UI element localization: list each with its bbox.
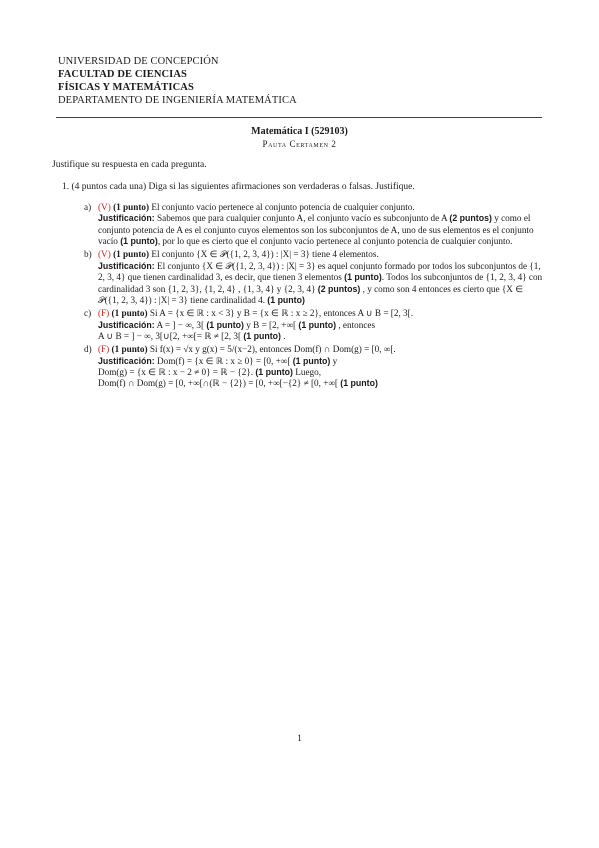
points-label: (1 punto) <box>113 249 150 260</box>
points-label: (1 punto) <box>120 236 158 247</box>
statement-text: El conjunto vacío pertenece al conjunto potencia de cualquier conjunto. <box>151 202 415 212</box>
points-label: (1 punto) <box>206 319 244 330</box>
page-number: 1 <box>297 734 302 744</box>
points-label: (1 punto) <box>255 367 293 378</box>
points-label: (1 punto) <box>111 308 148 319</box>
item-label: c) <box>84 308 92 319</box>
justification-label: Justificación: <box>98 355 155 366</box>
justification <box>98 356 544 367</box>
item-d <box>84 344 544 390</box>
justification-text: Sabemos que para cualquier conjunto A, el conjunto vacío es subconjunto de A <box>157 213 448 224</box>
justification <box>98 213 544 247</box>
justification-text: Dom(f) ∩ Dom(g) = [0, +∞[∩(ℝ − {2}) = [0, +∞[−{2} ≠ [0, +∞[ <box>98 378 338 389</box>
justification-text: , entonces <box>338 319 376 330</box>
justification-text: Luego, <box>295 367 322 378</box>
points-label: (2 puntos) <box>317 283 361 294</box>
statement-text: Si f(x) = √x y g(x) = 5/(x−2), entonces Dom(f) ∩ Dom(g) = [0, ∞[. <box>149 344 396 355</box>
verdict-mark: (V) <box>98 249 111 260</box>
points-label: (1 punto) <box>292 355 331 366</box>
question-1-items <box>84 202 544 392</box>
item-statement-line <box>98 344 544 355</box>
justification-line-3 <box>98 378 544 389</box>
faculty-name-line1: FACULTAD DE CIENCIAS <box>58 69 187 80</box>
justification-text: . <box>283 331 286 342</box>
item-label: d) <box>84 344 92 355</box>
justification-line-2 <box>98 331 544 342</box>
verdict-mark: (F) <box>98 308 110 319</box>
question-1: 1. (4 puntos cada una) Diga si las siguientes afirmaciones son verdaderas o falsas. Justifique. <box>62 182 415 192</box>
justification-text: A ∪ B = ] − ∞, 3[∪[2, +∞[= ℝ ≠ [2, 3[ <box>98 331 242 342</box>
justification-text: El conjunto {X ∈ 𝒫({1, 2, 3, 4}) : |X| = 3} es aquel conjunto formado por todos los subconjuntos de {1, 2, 3, 4} que tienen cardinalidad 3, es decir, que tienen 3 elementos <box>98 260 541 283</box>
header-divider <box>56 117 542 118</box>
exam-subtitle: Pauta Certamen 2 <box>262 139 337 149</box>
statement-text: El conjunto {X ∈ 𝒫({1, 2, 3, 4}) : |X| = 3} tiene 4 elementos. <box>151 249 379 260</box>
instructions: Justifique su respuesta en cada pregunta. <box>52 160 207 170</box>
points-label: (1 punto) <box>344 272 382 283</box>
justification-text: , por lo que es cierto que el conjunto vacío pertenece al conjunto potencia de cualquier conjunto. <box>157 236 513 247</box>
justification-line-2 <box>98 367 544 378</box>
justification-text: Dom(g) = {x ∈ ℝ : x − 2 ≠ 0} = ℝ − {2}. <box>98 367 254 378</box>
university-name: UNIVERSIDAD DE CONCEPCIÓN <box>58 56 219 67</box>
institution-header <box>58 55 297 107</box>
item-statement-line <box>98 249 544 260</box>
item-label: b) <box>84 249 92 260</box>
item-statement-line <box>98 202 544 213</box>
justification-text: y <box>332 355 338 366</box>
points-label: (2 puntos) <box>449 213 492 224</box>
points-label: (1 punto) <box>111 344 148 355</box>
exam-title: Matemática I (529103) <box>251 126 348 137</box>
justification-text: . Todos los subconjuntos de {1, 2, 3, 4} con cardinalidad 3 son {1, 2, 3}, {1, 2, 4} , {1, 3, 4} y {2, 3, 4} <box>98 272 543 294</box>
points-label: (1 punto) <box>243 331 281 342</box>
item-c <box>84 308 544 342</box>
item-label: a) <box>84 202 92 212</box>
item-b <box>84 249 544 306</box>
justification-text: y como el conjunto potencia de A es el conjunto cuyos elementos son los subconjuntos de A, uno de sus elementos es el conjunto vacío <box>98 213 534 247</box>
points-label: (1 punto) <box>298 319 337 330</box>
justification <box>98 320 544 331</box>
justification-text: Dom(f) = {x ∈ ℝ : x ≥ 0} = [0, +∞[ <box>157 355 291 366</box>
item-statement-line <box>98 308 544 319</box>
faculty-name-line2: FÍSICAS Y MATEMÁTICAS <box>58 82 194 93</box>
verdict-mark: (V) <box>98 202 111 212</box>
justification-label: Justificación: <box>98 213 155 224</box>
justification-text: , y como son 4 entonces es cierto que {X ∈ 𝒫({1, 2, 3, 4}) : |X| = 3} tiene cardinalidad 4. <box>98 283 524 306</box>
justification-label: Justificación: <box>98 319 155 330</box>
statement-text: Si A = {x ∈ ℝ : x < 3} y B = {x ∈ ℝ : x ≥ 2}, entonces A ∪ B = [2, 3[. <box>149 308 413 319</box>
points-label: (1 punto) <box>340 378 378 389</box>
verdict-mark: (F) <box>98 344 110 355</box>
points-label: (1 punto) <box>113 202 150 212</box>
justification-text: A = ] − ∞, 3[ <box>156 319 205 330</box>
department-name: DEPARTAMENTO DE INGENIERÍA MATEMÁTICA <box>58 95 297 106</box>
justification-label: Justificación: <box>98 260 155 271</box>
justification-text: y B = [2, +∞[ <box>246 319 297 330</box>
points-label: (1 punto) <box>267 295 305 306</box>
justification <box>98 261 544 307</box>
item-a <box>84 202 544 248</box>
